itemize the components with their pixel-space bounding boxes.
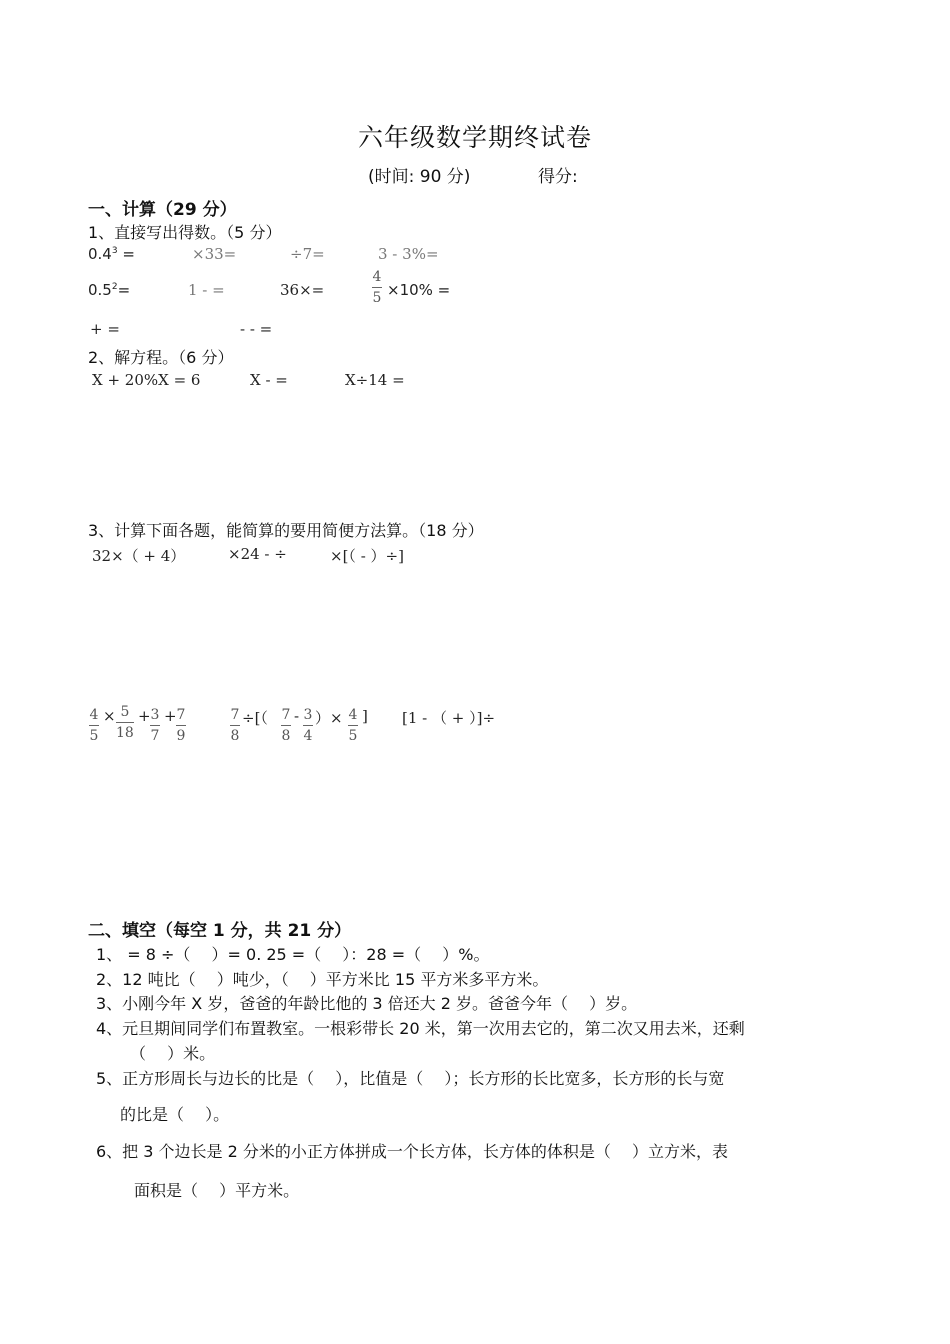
q1-row1-item2: ×33= bbox=[192, 245, 237, 263]
q1-row1-item3: ÷7= bbox=[290, 245, 325, 263]
q2-equation2: X - = bbox=[250, 371, 288, 389]
q3-r2-e1-frac2: 5 18 bbox=[116, 704, 134, 741]
fill-item-5-cont: 的比是（ ）。 bbox=[120, 1105, 230, 1124]
fill-item-6: 6、把 3 个边长是 2 分米的小正方体拼成一个长方体，长方体的体积是（ ）立方米，表 bbox=[96, 1142, 728, 1161]
q3-r2-e1-op1: × bbox=[103, 707, 116, 725]
q3-expr1: 32×（ + 4） bbox=[92, 547, 186, 565]
q2-equation1: X + 20%X = 6 bbox=[92, 371, 201, 389]
q3-r2-e2-end: ] bbox=[362, 707, 368, 725]
fill-item-1: 1、 = 8 ÷（ ）= 0. 25 =（ ）：28 =（ ）%。 bbox=[96, 945, 490, 964]
exam-time: (时间: 90 分) bbox=[368, 167, 471, 187]
q3-r2-e2-frac3: 3 4 bbox=[303, 707, 313, 744]
fill-item-4-cont: （ ）米。 bbox=[130, 1044, 216, 1063]
q1-row3-item2: - - = bbox=[240, 320, 273, 338]
fill-item-6-cont: 面积是（ ）平方米。 bbox=[134, 1181, 300, 1200]
fill-item-2: 2、12 吨比（ ）吨少，（ ）平方米比 15 平方米多平方米。 bbox=[96, 970, 549, 989]
q3-expr2: ×24 - ÷ bbox=[228, 545, 287, 563]
q1-row1-item4: 3 - 3%= bbox=[378, 245, 439, 263]
q2-heading: 2、解方程。（6 分） bbox=[88, 348, 234, 367]
q1-row2-item2: 1 - = bbox=[188, 281, 225, 299]
fill-item-4: 4、元旦期间同学们布置教室。一根彩带长 20 米，第一次用去它的，第二次又用去米，还剩 bbox=[96, 1019, 745, 1038]
q3-r2-e1-frac4: 7 9 bbox=[176, 707, 186, 744]
q1-row1-item1: $0.4^3$ = bbox=[88, 245, 135, 263]
q3-expr3: ×[（ - ）÷] bbox=[330, 547, 404, 565]
section1-heading: 一、计算（29 分） bbox=[88, 200, 237, 220]
score-label: 得分: bbox=[538, 167, 578, 187]
q3-r2-e2-op2: - bbox=[294, 707, 300, 725]
q3-r2-e2-op1: ÷[（ bbox=[242, 709, 268, 727]
q2-equation3: X÷14 = bbox=[345, 371, 405, 389]
q1-row2-item4: ×10% = bbox=[387, 281, 451, 299]
q3-r2-expr3: [1 - （ + ）]÷ bbox=[402, 709, 496, 727]
q3-r2-e1-frac1: 4 5 bbox=[89, 707, 99, 744]
q3-r2-e2-frac1: 7 8 bbox=[230, 707, 240, 744]
q1-row2-item1: $0.5^2=$ bbox=[88, 281, 131, 299]
q3-r2-e1-op3: + bbox=[164, 707, 177, 725]
q1-heading: 1、直接写出得数。（5 分） bbox=[88, 223, 282, 242]
q3-r2-e1-op2: + bbox=[138, 707, 151, 725]
q1-row3-item1: + = bbox=[90, 320, 120, 338]
fill-item-3: 3、小刚今年 X 岁，爸爸的年龄比他的 3 倍还大 2 岁。爸爸今年（ ）岁。 bbox=[96, 994, 638, 1013]
q3-heading: 3、计算下面各题，能简算的要用简便方法算。（18 分） bbox=[88, 521, 484, 540]
page-title: 六年级数学期终试卷 bbox=[357, 123, 592, 152]
fill-item-5: 5、正方形周长与边长的比是（ ），比值是（ ）；长方形的长比宽多，长方形的长与宽 bbox=[96, 1069, 725, 1088]
q3-r2-e2-frac2: 7 8 bbox=[281, 707, 291, 744]
q1-row2-fraction: 4 5 bbox=[372, 269, 382, 306]
q1-row2-item3: 36×= bbox=[280, 281, 325, 299]
section2-heading: 二、填空（每空 1 分，共 21 分） bbox=[88, 921, 352, 941]
q3-r2-e1-frac3: 3 7 bbox=[150, 707, 160, 744]
q3-r2-e2-op3: ）× bbox=[315, 709, 343, 727]
q3-r2-e2-frac4: 4 5 bbox=[348, 707, 358, 744]
